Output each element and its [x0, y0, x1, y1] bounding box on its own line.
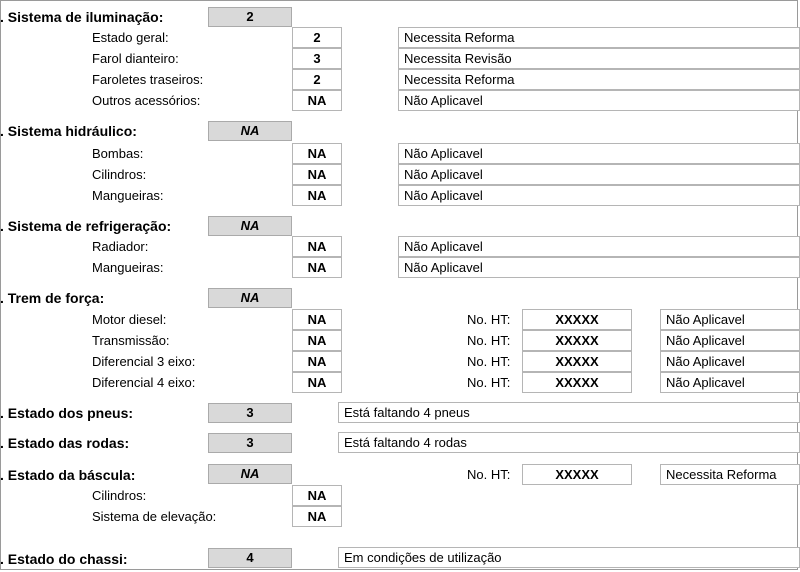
item-value[interactable]: NA: [292, 309, 342, 330]
item-label: Sistema de elevação:: [92, 509, 217, 524]
item-value[interactable]: 3: [292, 48, 342, 69]
item-note[interactable]: Não Aplicavel: [398, 164, 800, 185]
item-value[interactable]: NA: [292, 185, 342, 206]
item-value[interactable]: NA: [292, 143, 342, 164]
item-value[interactable]: NA: [292, 372, 342, 393]
item-label: Mangueiras:: [92, 260, 164, 275]
item-value[interactable]: NA: [292, 330, 342, 351]
ht-label: No. HT:: [467, 467, 511, 482]
rating-chassi[interactable]: 4: [208, 548, 292, 568]
pneus-note[interactable]: Está faltando 4 pneus: [338, 402, 800, 423]
bascula-note[interactable]: Necessita Reforma: [660, 464, 800, 485]
item-note[interactable]: Necessita Reforma: [398, 69, 800, 90]
section-title-bascula: . Estado da báscula:: [0, 467, 136, 483]
item-label: Estado geral:: [92, 30, 169, 45]
item-note[interactable]: Não Aplicavel: [398, 143, 800, 164]
item-note[interactable]: Não Aplicavel: [660, 372, 800, 393]
section-title-pneus: . Estado dos pneus:: [0, 405, 134, 421]
item-note[interactable]: Não Aplicavel: [398, 236, 800, 257]
item-label: Cilindros:: [92, 488, 147, 503]
section-title-rodas: . Estado das rodas:: [0, 435, 130, 451]
ht-label: No. HT:: [467, 312, 511, 327]
section-title-chassi: . Estado do chassi:: [0, 551, 128, 567]
item-value[interactable]: NA: [292, 236, 342, 257]
ht-value[interactable]: XXXXX: [522, 351, 632, 372]
ht-label: No. HT:: [467, 333, 511, 348]
rating-refrigeracao[interactable]: NA: [208, 216, 292, 236]
item-label: Radiador:: [92, 239, 149, 254]
item-value[interactable]: NA: [292, 351, 342, 372]
section-title-refrigeracao: . Sistema de refrigeração:: [0, 218, 172, 234]
item-note[interactable]: Necessita Revisão: [398, 48, 800, 69]
item-note[interactable]: Necessita Reforma: [398, 27, 800, 48]
item-label: Bombas:: [92, 146, 144, 161]
item-label: Motor diesel:: [92, 312, 167, 327]
item-value[interactable]: NA: [292, 164, 342, 185]
ht-value[interactable]: XXXXX: [522, 330, 632, 351]
section-title-hidraulico: . Sistema hidráulico:: [0, 123, 137, 139]
rating-rodas[interactable]: 3: [208, 433, 292, 453]
ht-value[interactable]: XXXXX: [522, 464, 632, 485]
item-value[interactable]: 2: [292, 69, 342, 90]
item-label: Farol dianteiro:: [92, 51, 179, 66]
item-value[interactable]: 2: [292, 27, 342, 48]
rating-bascula[interactable]: NA: [208, 464, 292, 484]
item-label: Outros acessórios:: [92, 93, 201, 108]
item-label: Mangueiras:: [92, 188, 164, 203]
ht-label: No. HT:: [467, 354, 511, 369]
section-title-trem: . Trem de força:: [0, 290, 105, 306]
item-label: Transmissão:: [92, 333, 170, 348]
rating-trem[interactable]: NA: [208, 288, 292, 308]
chassi-note[interactable]: Em condições de utilização: [338, 547, 800, 568]
section-title-iluminacao: . Sistema de iluminação:: [0, 9, 164, 25]
item-value[interactable]: NA: [292, 485, 342, 506]
ht-value[interactable]: XXXXX: [522, 372, 632, 393]
item-label: Diferencial 3 eixo:: [92, 354, 196, 369]
item-label: Cilindros:: [92, 167, 147, 182]
item-value[interactable]: NA: [292, 257, 342, 278]
rating-hidraulico[interactable]: NA: [208, 121, 292, 141]
item-note[interactable]: Não Aplicavel: [398, 257, 800, 278]
ht-label: No. HT:: [467, 375, 511, 390]
ht-value[interactable]: XXXXX: [522, 309, 632, 330]
rodas-note[interactable]: Está faltando 4 rodas: [338, 432, 800, 453]
rating-pneus[interactable]: 3: [208, 403, 292, 423]
item-value[interactable]: NA: [292, 506, 342, 527]
item-label: Faroletes traseiros:: [92, 72, 204, 87]
item-note[interactable]: Não Aplicavel: [398, 185, 800, 206]
item-note[interactable]: Não Aplicavel: [660, 351, 800, 372]
item-label: Diferencial 4 eixo:: [92, 375, 196, 390]
item-value[interactable]: NA: [292, 90, 342, 111]
item-note[interactable]: Não Aplicavel: [660, 330, 800, 351]
item-note[interactable]: Não Aplicavel: [660, 309, 800, 330]
rating-iluminacao[interactable]: 2: [208, 7, 292, 27]
item-note[interactable]: Não Aplicavel: [398, 90, 800, 111]
